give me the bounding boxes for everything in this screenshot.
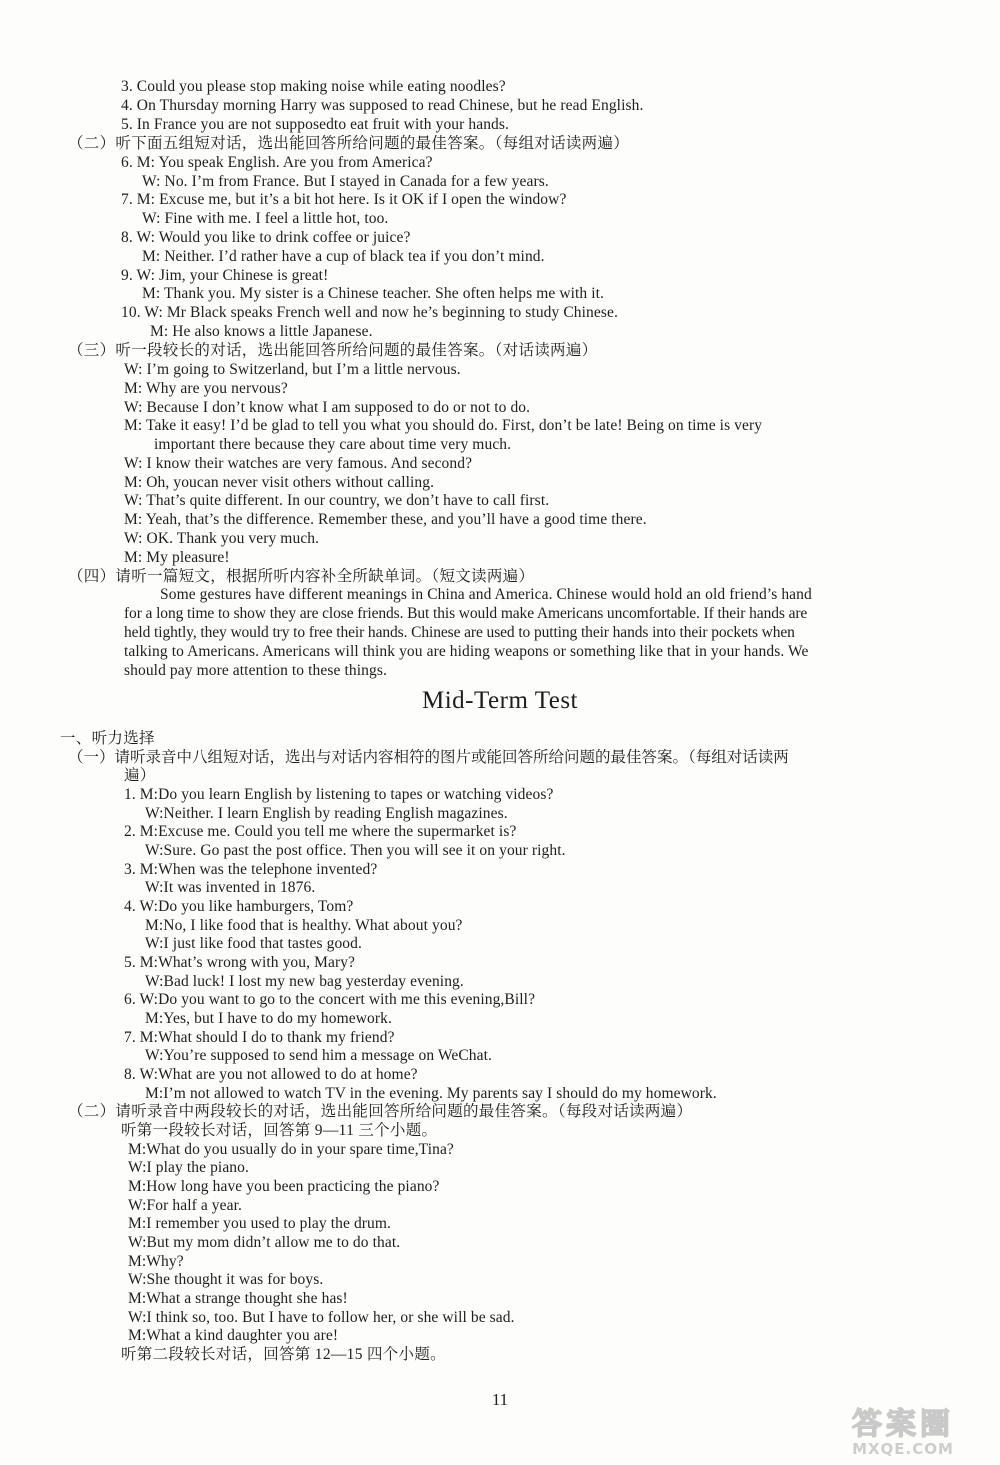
section-heading: （一）请听录音中八组短对话，选出与对话内容相符的图片或能回答所给问题的最佳答案。（每组对话读两 — [68, 749, 789, 766]
section-heading: （二）请听录音中两段较长的对话，选出能回答所给问题的最佳答案。（每段对话读两遍） — [68, 1103, 693, 1120]
dialogue-line: 9. W: Jim, your Chinese is great! — [121, 267, 329, 284]
dialogue-line: M:Yes, but I have to do my homework. — [145, 1010, 392, 1027]
section-heading: （二）听下面五组短对话，选出能回答所给问题的最佳答案。（每组对话读两遍） — [68, 135, 630, 152]
dialogue-line: W:It was invented in 1876. — [145, 879, 316, 896]
dialogue-line: W:But my mom didn’t allow me to do that. — [128, 1234, 401, 1251]
dialogue-line: W:You’re supposed to send him a message on WeChat. — [145, 1047, 493, 1064]
dialogue-line: M:No, I like food that is healthy. What about you? — [145, 917, 463, 934]
dialogue-line: 8. W:What are you not allowed to do at home? — [124, 1066, 418, 1083]
dialogue-line: W:Bad luck! I lost my new bag yesterday evening. — [145, 973, 464, 990]
sub-instruction: 听第二段较长对话，回答第 12—15 四个小题。 — [121, 1346, 446, 1363]
part-heading: 一、听力选择 — [60, 730, 155, 747]
dialogue-line: 7. M:What should I do to thank my friend? — [124, 1029, 395, 1046]
dialogue-line: M: My pleasure! — [124, 549, 230, 566]
passage-line: held tightly, they would try to free their hands. Chinese are used to putting their hands into their pockets when — [124, 624, 795, 641]
dialogue-line: 10. W: Mr Black speaks French well and now he’s beginning to study Chinese. — [121, 304, 618, 321]
passage-line: talking to Americans. Americans will think you are hiding weapons or something like that in your hands. We — [124, 643, 809, 660]
dialogue-line: M:I remember you used to play the drum. — [128, 1215, 392, 1232]
page-number: 11 — [491, 1390, 509, 1409]
section-heading: （四）请听一篇短文，根据所听内容补全所缺单词。（短文读两遍） — [68, 568, 535, 585]
section-heading: （三）听一段较长的对话，选出能回答所给问题的最佳答案。（对话读两遍） — [68, 342, 598, 359]
dialogue-line: W:Neither. I learn English by reading English magazines. — [145, 805, 508, 822]
dialogue-line: W: OK. Thank you very much. — [124, 530, 320, 547]
dialogue-line: M:What a strange thought she has! — [128, 1290, 348, 1307]
sub-instruction: 听第一段较长对话，回答第 9—11 三个小题。 — [121, 1122, 438, 1139]
dialogue-line: 1. M:Do you learn English by listening to tapes or watching videos? — [124, 786, 554, 803]
dialogue-line: W:I think so, too. But I have to follow her, or she will be sad. — [128, 1309, 515, 1326]
text-line: 3. Could you please stop making noise while eating noodles? — [121, 78, 506, 95]
dialogue-line: W:She thought it was for boys. — [128, 1271, 324, 1288]
dialogue-line: W:I just like food that tastes good. — [145, 935, 362, 952]
dialogue-line: W: Fine with me. I feel a little hot, too. — [142, 210, 389, 227]
dialogue-line: W: I know their watches are very famous. And second? — [124, 455, 473, 472]
dialogue-line: W: Because I don’t know what I am supposed to do or not to do. — [124, 399, 531, 416]
dialogue-line: 7. M: Excuse me, but it’s a bit hot here. Is it OK if I open the window? — [121, 191, 567, 208]
dialogue-line: W:I play the piano. — [128, 1159, 249, 1176]
dialogue-line: M:I’m not allowed to watch TV in the evening. My parents say I should do my homework. — [145, 1085, 717, 1102]
dialogue-line: M: Take it easy! I’d be glad to tell you what you should do. First, don’t be late! Being on time is very — [124, 417, 763, 434]
watermark-logo — [818, 1408, 988, 1460]
text-line: 5. In France you are not supposedto eat fruit with your hands. — [121, 116, 510, 133]
text-line: 4. On Thursday morning Harry was supposed to read Chinese, but he read English. — [121, 97, 644, 114]
dialogue-line: M: Yeah, that’s the difference. Remember these, and you’ll have a good time there. — [124, 511, 647, 528]
dialogue-line: W: I’m going to Switzerland, but I’m a little nervous. — [124, 361, 461, 378]
dialogue-line: M: Oh, youcan never visit others without calling. — [124, 474, 435, 491]
passage-line: should pay more attention to these things. — [124, 662, 387, 679]
dialogue-line: M:How long have you been practicing the piano? — [128, 1178, 440, 1195]
dialogue-line: W:For half a year. — [128, 1197, 242, 1214]
passage-line: Some gestures have different meanings in China and America. Chinese would hold an old friend’s hand — [160, 586, 812, 603]
dialogue-line: 3. M:When was the telephone invented? — [124, 861, 378, 878]
dialogue-line: important there because they care about time very much. — [154, 436, 512, 453]
watermark-en: MXQE.COM — [852, 1440, 954, 1458]
dialogue-line: 4. W:Do you like hamburgers, Tom? — [124, 898, 354, 915]
dialogue-line: 6. W:Do you want to go to the concert with me this evening,Bill? — [124, 991, 536, 1008]
dialogue-line: M:What do you usually do in your spare time,Tina? — [128, 1141, 454, 1158]
dialogue-line: M: Why are you nervous? — [124, 380, 288, 397]
dialogue-line: 8. W: Would you like to drink coffee or juice? — [121, 229, 411, 246]
dialogue-line: M:What a kind daughter you are! — [128, 1327, 339, 1344]
dialogue-line: 5. M:What’s wrong with you, Mary? — [124, 954, 356, 971]
dialogue-line: M: Neither. I’d rather have a cup of black tea if you don’t mind. — [142, 248, 545, 265]
dialogue-line: W: That’s quite different. In our country, we don’t have to call first. — [124, 492, 550, 509]
dialogue-line: M:Why? — [128, 1253, 184, 1270]
section-heading: 遍） — [124, 767, 156, 784]
test-title: Mid-Term Test — [422, 687, 578, 714]
dialogue-line: M: Thank you. My sister is a Chinese teacher. She often helps me with it. — [142, 285, 605, 302]
dialogue-line: M: He also knows a little Japanese. — [150, 323, 373, 340]
dialogue-line: 6. M: You speak English. Are you from America? — [121, 154, 433, 171]
dialogue-line: W: No. I’m from France. But I stayed in Canada for a few years. — [142, 173, 549, 190]
dialogue-line: W:Sure. Go past the post office. Then you will see it on your right. — [145, 842, 566, 859]
passage-line: for a long time to show they are close friends. But this would make Americans uncomfortable. If their hands are — [124, 605, 808, 622]
watermark-cn: 答案圈 — [852, 1407, 954, 1442]
dialogue-line: 2. M:Excuse me. Could you tell me where the supermarket is? — [124, 823, 517, 840]
